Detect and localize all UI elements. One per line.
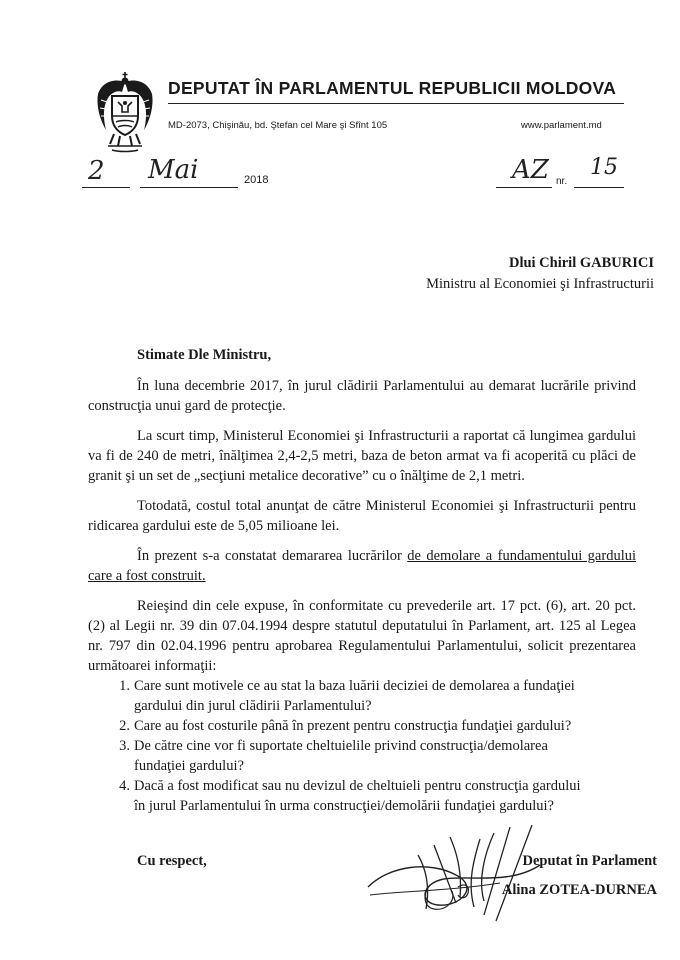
header-divider bbox=[168, 103, 624, 104]
registration-letters: AZ bbox=[512, 155, 549, 185]
paragraph-4: În prezent s-a constatat demararea lucrărilor de demolare a fundamentului gardului care a fost construit. bbox=[88, 548, 637, 584]
paragraph-2: La scurt timp, Ministerul Economiei şi Infrastructurii a raportat că lungimea gardului va fi de 240 de metri, înălţimea 2,4-2,5 metri, baza de beton armat va fi acoperită cu plăci de granit şi un set de „secţiuni metalice decorative” cu o înălţime de 2,1 metri. bbox=[88, 428, 636, 484]
date-month: Mai bbox=[148, 155, 199, 185]
date-year: 2018 bbox=[244, 174, 269, 186]
paragraph-5: Reieşind din cele expuse, în conformitate cu prevederile art. 17 pct. (6), art. 20 pct. (2) al Legii nr. 39 din 07.04.1994 despre statutul deputatului în Parlament, art. 125 al Legea nr. 797 din 02.04.1996 pentru aprobarea Regulamentului Parlamentului, solicit prezentarea următoarei informaţii: bbox=[88, 598, 636, 674]
underlined-phrase: de demolare a fundamentului gardului care a fost construit. bbox=[88, 548, 637, 584]
reg-letters-line bbox=[496, 187, 552, 188]
date-month-line bbox=[140, 187, 238, 188]
salutation: Stimate Dle Ministru, bbox=[137, 347, 272, 363]
registration-number: 15 bbox=[590, 155, 618, 180]
coat-of-arms-icon bbox=[94, 72, 156, 154]
paragraph-3: Totodată, costul total anunţat de către Ministerul Economiei şi Infrastructurii pentru ridicarea gardului este de 5,05 milioane lei. bbox=[88, 498, 636, 534]
signer-name: Alina ZOTEA-DURNEA bbox=[501, 882, 657, 898]
letterhead-title: DEPUTAT ÎN PARLAMENTUL REPUBLICII MOLDOVA bbox=[168, 78, 617, 98]
paragraph-1: În luna decembrie 2017, în jurul clădirii Parlamentului au demarat lucrările privind construcţia unui gard de protecţie. bbox=[88, 378, 636, 414]
letterhead-website: www.parlament.md bbox=[521, 120, 602, 131]
signer-title: Deputat în Parlament bbox=[522, 853, 657, 869]
request-list: 1. Care sunt motivele ce au stat la baza luării deciziei de demolarea a fundaţiei gardului din jurul clădirii Parlamentului? 2. Care au fost costurile până în prezent pentru construcţia fundaţiei gardului? 3. De către cine vor fi suportate cheltuielile privind construcţia/demolarea fundaţiei gardului? 4. Dacă a fost modificat sau nu devizul de cheltuieli pentru construcţia gardului în jurul Parlamentului în urma construcţiei/demolării fundaţiei gardului? bbox=[119, 678, 581, 814]
date-day: 2 bbox=[88, 156, 105, 186]
reg-number-line bbox=[574, 187, 624, 188]
recipient-name: Dlui Chiril GABURICI bbox=[508, 255, 654, 271]
letterhead-address: MD-2073, Chişinău, bd. Ştefan cel Mare şi Sfînt 105 bbox=[168, 120, 388, 131]
recipient-title: Ministru al Economiei şi Infrastructurii bbox=[426, 276, 654, 292]
handwritten-signature bbox=[360, 825, 560, 935]
date-day-line bbox=[82, 187, 130, 188]
registration-nr-label: nr. bbox=[556, 176, 568, 187]
closing: Cu respect, bbox=[137, 853, 207, 869]
